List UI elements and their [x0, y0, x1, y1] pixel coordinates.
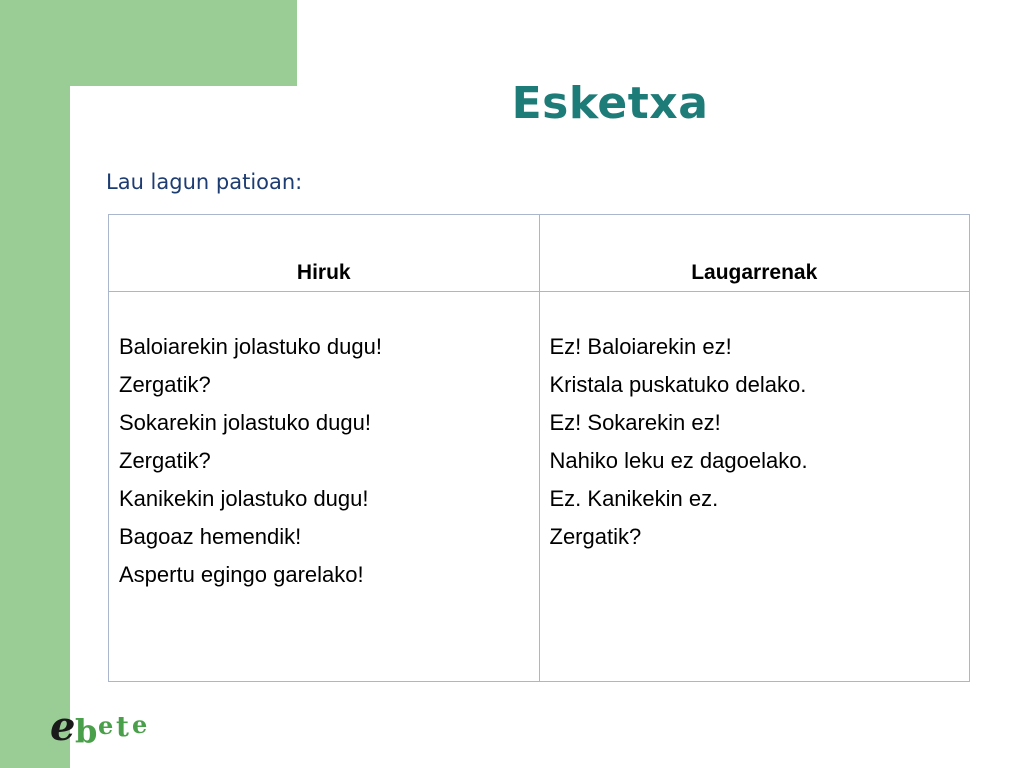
logo-letter-t: t — [116, 710, 129, 743]
left-line: Sokarekin jolastuko dugu! — [119, 410, 371, 435]
left-dialog-cell — [109, 292, 540, 682]
right-line: Ez. Kanikekin ez. — [549, 486, 719, 511]
left-line: Aspertu egingo garelako! — [119, 562, 364, 587]
table-row — [109, 292, 970, 682]
left-line: Bagoaz hemendik! — [119, 524, 302, 549]
right-line: Ez! Baloiarekin ez! — [549, 334, 732, 359]
left-line: Zergatik? — [119, 372, 211, 397]
right-line: Ez! Sokarekin ez! — [549, 410, 721, 435]
left-line: Baloiarekin jolastuko dugu! — [119, 334, 382, 359]
logo-letter-e3: e — [132, 710, 148, 739]
left-line: Kanikekin jolastuko dugu! — [119, 486, 369, 511]
header-hiruk: Hiruk — [109, 215, 540, 292]
decorative-green-bar — [0, 0, 70, 768]
right-line: Kristala puskatuko delako. — [549, 372, 807, 397]
logo-letter-b: b — [75, 712, 98, 748]
header-laugarrenak: Laugarrenak — [539, 215, 970, 292]
right-line: Zergatik? — [549, 524, 642, 549]
logo-letter-e: e — [50, 704, 76, 748]
dialog-table — [108, 214, 970, 682]
slide-title: Esketxa — [511, 78, 709, 129]
table-header-row — [109, 215, 970, 292]
decorative-white-notch — [70, 118, 100, 768]
left-line: Zergatik? — [119, 448, 211, 473]
decorative-green-tab — [0, 0, 297, 86]
slide-subtitle: Lau lagun patioan: — [106, 170, 303, 194]
ebete-logo — [50, 704, 160, 748]
logo-letter-e2: e — [98, 711, 114, 740]
right-line: Nahiko leku ez dagoelako. — [549, 448, 808, 473]
right-dialog-cell — [539, 292, 970, 682]
